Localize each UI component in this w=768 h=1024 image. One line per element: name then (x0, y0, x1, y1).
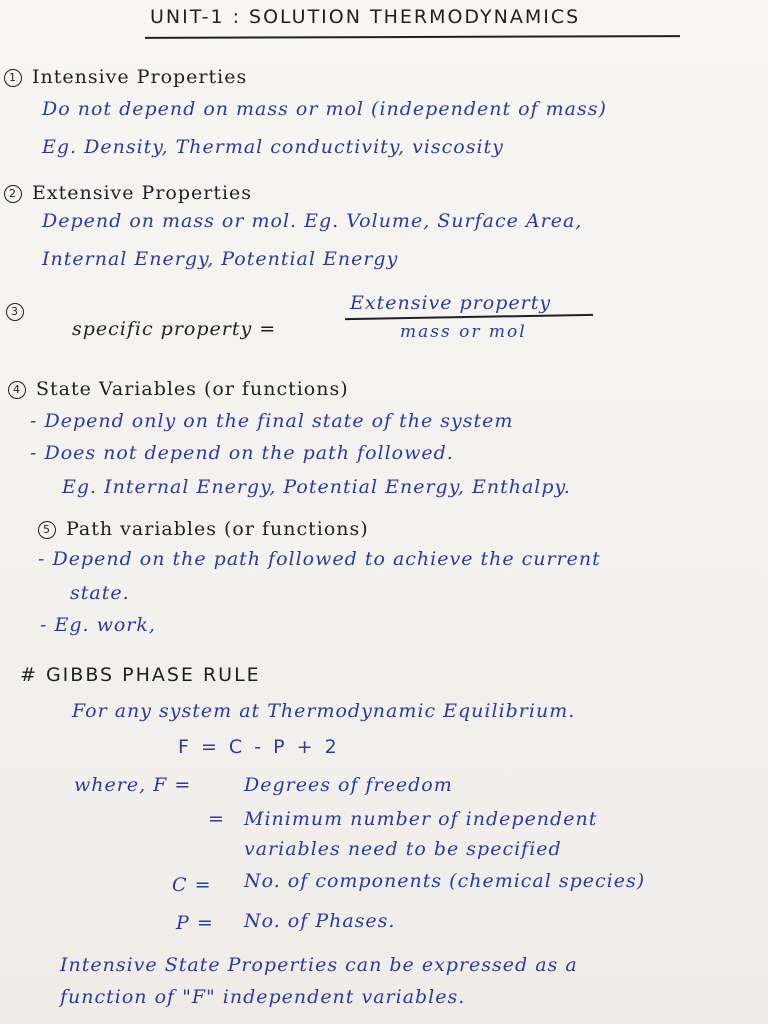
section-5-line-1: - Depend on the path followed to achieve the current (38, 548, 601, 570)
section-5-line-3: - Eg. work, (40, 614, 156, 636)
section-4-line-3: Eg. Internal Energy, Potential Energy, Enthalpy. (62, 476, 571, 498)
section-4-line-2: - Does not depend on the path followed. (30, 442, 454, 464)
c-label: C = (172, 874, 212, 896)
p-definition: No. of Phases. (244, 910, 396, 932)
p-label: P = (176, 912, 214, 934)
section-5-heading: Path variables (or functions) (66, 518, 369, 540)
conclusion-line-2: function of "F" independent variables. (60, 986, 466, 1008)
fraction-bar (345, 314, 593, 320)
section-2-line-2: Internal Energy, Potential Energy (42, 248, 399, 270)
section-2-line-1: Depend on mass or mol. Eg. Volume, Surface Area, (42, 210, 583, 232)
section-4-heading: State Variables (or functions) (36, 378, 349, 400)
section-1-line-2: Eg. Density, Thermal conductivity, viscosity (42, 136, 504, 158)
gibbs-equation: F = C - P + 2 (178, 736, 340, 758)
section-number-4: 4 (8, 381, 26, 399)
f-definition-2-eq: = (208, 808, 225, 830)
section-2-heading: Extensive Properties (32, 182, 253, 204)
section-number-5: 5 (38, 521, 56, 539)
c-definition: No. of components (chemical species) (244, 870, 646, 892)
section-5-line-2: state. (70, 582, 130, 604)
section-4-line-1: - Depend only on the final state of the system (30, 410, 514, 432)
section-4-heading-row (8, 378, 349, 400)
gibbs-heading: # GIBBS PHASE RULE (20, 664, 261, 686)
f-definition-1: Degrees of freedom (244, 774, 453, 796)
section-5-heading-row (38, 518, 369, 540)
fraction-numerator: Extensive property (350, 292, 552, 314)
f-definition-2: Minimum number of independent (244, 808, 598, 830)
section-1-line-1: Do not depend on mass or mol (independent of mass) (42, 98, 607, 120)
conclusion-line-1: Intensive State Properties can be expressed as a (60, 954, 578, 976)
section-number-3: 3 (6, 303, 24, 321)
section-1-heading-row (4, 66, 247, 88)
section-2-heading-row (4, 182, 252, 204)
specific-property-lhs: specific property = (72, 318, 277, 340)
section-3-number-row (6, 300, 34, 322)
section-number-1: 1 (4, 69, 22, 87)
where-label: where, F = (74, 774, 192, 796)
section-number-2: 2 (4, 185, 22, 203)
gibbs-line-1: For any system at Thermodynamic Equilibrium. (72, 700, 576, 722)
section-1-heading: Intensive Properties (32, 66, 248, 88)
fraction-denominator: mass or mol (400, 322, 527, 342)
page-title: UNIT-1 : SOLUTION THERMODYNAMICS (150, 6, 581, 28)
title-underline (145, 35, 680, 39)
f-definition-3: variables need to be specified (244, 838, 562, 860)
